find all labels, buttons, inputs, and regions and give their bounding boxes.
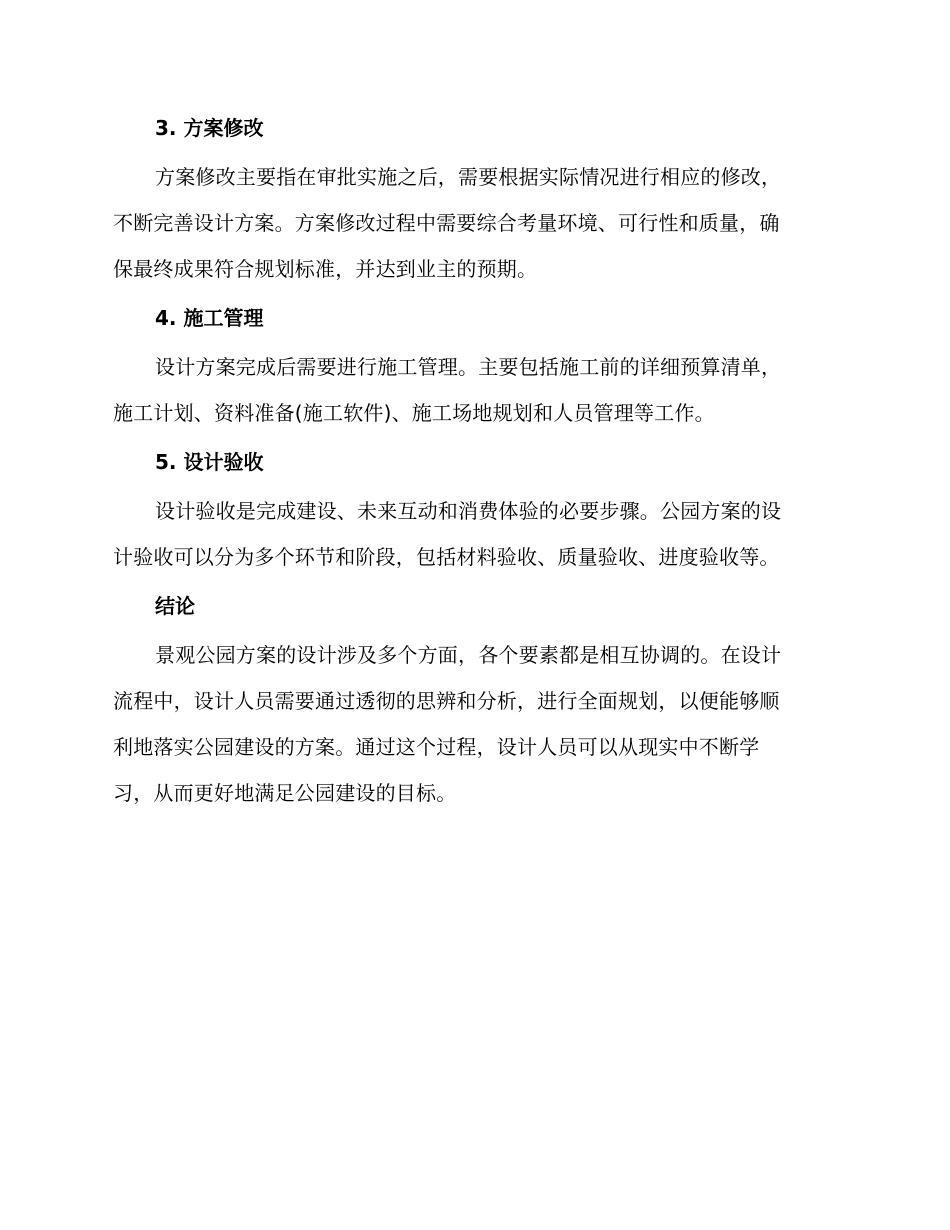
paragraph-line: 不断完善设计方案。方案修改过程中需要综合考量环境、可行性和质量，确 (113, 211, 780, 235)
paragraph-line: 设计验收是完成建设、未来互动和消费体验的必要步骤。公园方案的设 (155, 499, 782, 523)
paragraph-line: 施工计划、资料准备(施工软件)、施工场地规划和人员管理等工作。 (113, 401, 715, 425)
paragraph-line: 方案修改主要指在审批实施之后，需要根据实际情况进行相应的修改， (155, 165, 782, 189)
document-page (113, 108, 833, 822)
section-heading-construction-management: 4. 施工管理 (155, 306, 264, 330)
section-heading-plan-revision: 3. 方案修改 (155, 116, 264, 140)
paragraph-line: 习，从而更好地满足公园建设的目标。 (113, 781, 457, 805)
paragraph-line: 景观公园方案的设计涉及多个方面，各个要素都是相互协调的。在设计 (155, 643, 782, 667)
paragraph-conclusion (113, 632, 833, 816)
paragraph-line: 保最终成果符合规划标准，并达到业主的预期。 (113, 257, 538, 281)
section-heading-design-acceptance: 5. 设计验收 (155, 450, 264, 474)
paragraph-line: 流程中，设计人员需要通过透彻的思辨和分析，进行全面规划，以便能够顺 (113, 689, 780, 713)
paragraph-line: 设计方案完成后需要进行施工管理。主要包括施工前的详细预算清单， (155, 355, 782, 379)
paragraph-line: 利地落实公园建设的方案。通过这个过程，设计人员可以从现实中不断学 (113, 735, 760, 759)
paragraph-line: 计验收可以分为多个环节和阶段，包括材料验收、质量验收、进度验收等。 (113, 545, 780, 569)
section-heading-conclusion: 结论 (155, 594, 195, 618)
paragraph-plan-revision (113, 154, 833, 292)
paragraph-construction-management (113, 344, 833, 436)
paragraph-design-acceptance (113, 488, 833, 580)
